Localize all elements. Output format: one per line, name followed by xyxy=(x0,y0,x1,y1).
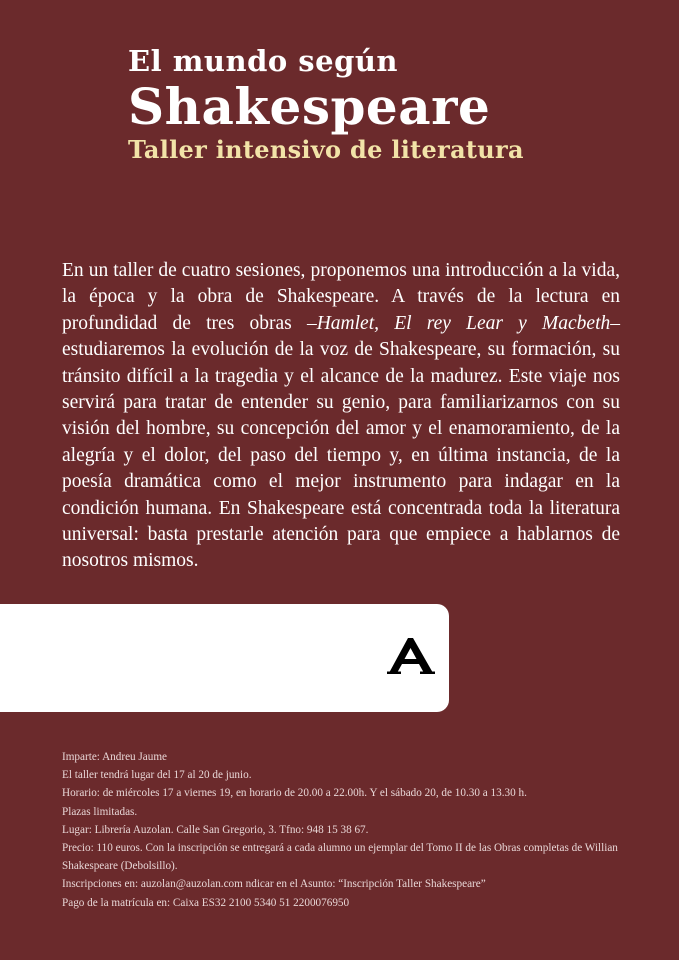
info-inscripciones: Inscripciones en: auzolan@auzolan.com ndicar en el Asunto: “Inscripción Taller Shakespeare” xyxy=(62,878,486,891)
info-fechas: El taller tendrá lugar del 17 al 20 de junio. xyxy=(62,769,252,782)
info-section xyxy=(62,748,622,912)
info-horario: Horario: de miércoles 17 a viernes 19, en horario de 20.00 a 22.00h. Y el sábado 20, de 10.30 a 13.30 h. xyxy=(62,787,527,800)
page-title: Shakespeare xyxy=(128,77,491,136)
info-plazas: Plazas limitadas. xyxy=(62,805,138,818)
header xyxy=(128,44,648,164)
info-pago: Pago de la matrícula en: Caixa ES32 2100 5340 51 2200076950 xyxy=(62,896,350,909)
description-part-2: – estudiaremos la evolución de la voz de Shakespeare, su formación, su tránsito difícil a la tragedia y el alcance de la madurez. Este viaje nos servirá para tratar de entender su genio, para familiarizarnos con su visión del hombre, su concepción del amor y el enamoramiento, de la alegría y el dolor, del paso del tiempo y, en última instancia, de la poesía dramática como el mejor instrumento para indagar en la condición humana. En Shakespeare está concentrada toda la literatura universal: basta prestarle atención para que empiece a hablarnos de nosotros mismos. xyxy=(62,312,621,572)
logo-band xyxy=(0,604,449,712)
info-precio: Precio: 110 euros. Con la inscripción se entregará a cada alumno un ejemplar del Tomo II de las Obras completas de Willian Shakespeare (Debolsillo). xyxy=(62,842,618,873)
info-imparte: Imparte: Andreu Jaume xyxy=(62,751,168,763)
publisher-a-logo-icon xyxy=(386,637,436,675)
works-list: Hamlet, El rey Lear y Macbeth xyxy=(316,312,611,334)
description-paragraph xyxy=(62,258,620,575)
info-lugar: Lugar: Librería Auzolan. Calle San Gregorio, 3. Tfno: 948 15 38 67. xyxy=(62,823,369,836)
subtitle: Taller intensivo de literatura xyxy=(128,135,524,164)
pre-title: El mundo según xyxy=(128,44,399,78)
description-part-1: En un taller de cuatro sesiones, proponemos una introducción a la vida, la época y la obra de Shakespeare. A través de la lectura en profundidad de tres obras – xyxy=(62,260,620,334)
